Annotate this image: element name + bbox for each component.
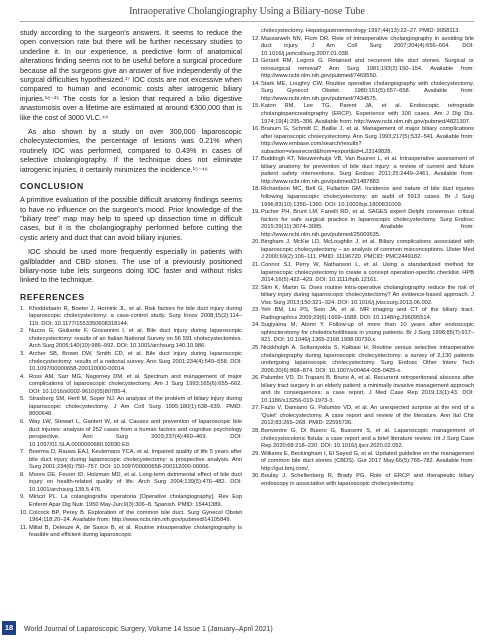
page-footer bbox=[0, 620, 494, 640]
reference-item: 24.Sugiyama M, Atomi Y. Follow-up of more than 10 years after endoscopic sphincterotomy for choledocholithiasis in young patients. Br J Surg 1998;85(7):917–921. DOI: 10.1046/j.1365-2168.1998.00730.x. bbox=[252, 322, 474, 344]
reference-item: 14.Stark ME, Loughry CW. Routine operative cholangiography with cholecystectomy. Surg Gynecol Obstet. 1980;151(5):657–658. Available from: http://www.ncbi.nlm.nih.gov/pubmed/7434575. bbox=[252, 80, 474, 102]
conclusion-paragraph: IOC should be used more frequently especially in patients with gallbladder and CBD stones. The use of a previously positioned biliary-nose tube lets surgeons doing IOC faster and without risks linked to the technique. bbox=[20, 247, 242, 285]
header-rule bbox=[20, 21, 474, 22]
conclusion-paragraph: A primitive evaluation of the possible difficult anatomy findings seems to have no influence on the surgeon's mood. Prior knowledge of the "biliary tree" map may help to speed up dissection time in difficult cases, but it is the cholangiography performed before cutting the cystic artery and duct that can avoid biliary injuries. bbox=[20, 195, 242, 242]
reference-item: 22.Slim K, Martin G. Does routine intra-operative cholangiography reduce the risk of biliary injury during laparoscopic cholecystectomy? An evidence-based approach. J Visc Surg 2013;150:321–324. DOI: 10.1016/j.jviscsurg.2013.06.002. bbox=[252, 284, 474, 306]
reference-item: 12.Massarweh NN, Flum DR. Role of intraoperative cholangiography in avoiding bile duct injury. J Am Coll Surg 2007;204(4):656–664. DOI: 10.1016/j.jamcollsurg.2007.01.038. bbox=[252, 35, 474, 57]
reference-item: 10.Colcock BP, Perey B. Exploration of the common bile duct. Surg Gynecol Obstet 1964;118:20–24. Available from: http://www.ncbi.nlm.nih.gov/pubmed/14105849. bbox=[20, 509, 242, 524]
reference-item: 27.Fazio V, Damiano G, Palumbo VD, et al. An unexpected surprise at the end of a 'Quiet' cholecystectomy. A case report and review of the literature. Ann Ital Chir 2012;83:265–268. PMID: 22595736. bbox=[252, 405, 474, 427]
references-heading: REFERENCES bbox=[20, 291, 85, 302]
reference-item: 23.Yeh BM, Liu PS, Soto JA, et al. MR imaging and CT of the biliary tract. Radiographics 2009;29(6):1669–1688. DOI: 10.1148/rg.296095514. bbox=[252, 307, 474, 321]
reference-item: 20.Bingham J, McKie LD, McLoughlin J, et al. Biliary complications associated with laparoscopic cholecystectomy – an analysis of common misconceptions. Ulster Med J 2000;69(2):106–111. PMID: 11196720. PMCID: PMC2449182. bbox=[252, 239, 474, 261]
reference-list bbox=[20, 306, 242, 540]
reference-item: 25.Nickkholgh A, Soltaniyekta S, Kalbasi H. Routine versus selective intraoperative cholangiography during laparoscopic cholecystectomy: a survey of 2,130 patients undergoing laparoscopic cholecystectomy. Surg Endosc Other Interv Tech 2006;20(6):868–874. DOI: 10.1007/s00464-005-0425-x. bbox=[252, 344, 474, 374]
reference-item: 21.Connor SJ, Perry W, Nathanson L, et al. Using a standardized method for laparoscopic cholecystectomy to create a concept operation-specific checklist. HPB 2014;16(5):422–429. DOI: 10.1111/hpb.12161. bbox=[252, 261, 474, 284]
body-paragraph: study according to the surgeon's answers. It seems to reduce the open conversion rate but there will be further necessary studies to underline it. In our experience, a predictive form of anatomical alterations finding seems not to be useful before a surgical procedure because all the surgeons give an answer of five independently of the surgical difficulties hypothesized.¹⁷ IOC costs are not excessive when compared to human and economic costs after iatrogenic biliary injuries.¹⁸⁻³⁵ The costs for a lesion that required a bilio digestive anastomosis over a lifetime are estimated at around €300,000 that is like the cost of 3000 VLC.⁴⁴ bbox=[20, 28, 242, 122]
reference-list bbox=[252, 28, 474, 488]
reference-item: 30.Boulay J, Schellenberg R, Brady PG. Role of ERCP and therapeutic biliary endoscopy in association with laparoscopic cholecystectomy. bbox=[252, 473, 474, 487]
reference-item: 19.Pucher PH, Brunt LM, Fanelli RD, et al. SAGES expert Delphi consensus: critical factors for safe surgical practice in laparoscopic cholecystectomy. Surg Endosc 2015;29(11):3074–3085. Available from: http://www.ncbi.nlm.nih.gov/pubmed/25669635. bbox=[252, 209, 474, 238]
reference-item: 6. Way LW, Stewart L, Gantert W, et al. Causes and prevention of laparoscopic bile duct injuries: analysis of 252 cases from a human factors and cognitive psychology perspective. Ann Surg 2003;237(4):460–469. DOI: 10.1097/01.SLA.0000060680.92690.E9. bbox=[20, 418, 242, 448]
page-number: 18 bbox=[2, 621, 16, 635]
journal-citation: World Journal of Laparoscopic Surgery, Volume 14 Issue 1 (January–April 2021) bbox=[24, 626, 273, 633]
running-head: Intraoperative Cholangiography Using a Biliary-nose Tube bbox=[129, 6, 365, 17]
reference-item: 18.Richardson MC, Bell G, Fullarton GM. Incidence and nature of bile duct injuries following laparoscopic cholecystectomy: an audit of 5913 cases. Br J Surg 1996;83(10):1356–1360. DOI: 10.1002/bjs.1800831009. bbox=[252, 186, 474, 208]
reference-item: 28.Bonventre G, Di Buono G, Buscemi S, et al. Laparoscopic management of cholecystocolonic fistula: a case report and a brief literature review. Int J Surg Case Rep 2020;68:218–220. DOI: 10.1016/j.ijscr.2020.02.052. bbox=[252, 427, 474, 450]
reference-item: 29.Williams E, Beckingham I, El Sayed G, et al. Updated guideline on the management of common bile duct stones (CBDS). Gut 2017 May;66(5):765–782. Available from: http://gut.bmj.com/. bbox=[252, 450, 474, 472]
reference-item: 26.Palumbo VD, Di Trapani B, Bruno A, et al. Recurrent retroperitoneal abscess after biliary tract surgery in an elderly patient: a minimally invasive management approach and its consequences: a case report. J Med Case Rep 2019;13(1):43. DOI: 10.1186/s13256-019-1973-3. bbox=[252, 375, 474, 404]
reference-item: 8. Moore DE, Feurer ID, Holzman MD, et al. Long-term detrimental effect of bile duct injury on health-related quality of life. Arch Surg 2004;139(5):476–482. DOI: 10.1001/archsurg.139.5.476. bbox=[20, 471, 242, 493]
reference-item: 11. Millat B, Deleuze A, de Saxce B, et al. Routine intraoperative cholangiography is feasible and efficient during laparoscopic bbox=[20, 524, 242, 539]
reference-item: 2. Nuzzo G, Giuliante F, Giovannini I, et al. Bile duct injury during laparoscopic cholecystectomy: results of an Italian National Survey on 56 591 cholecystectomies. Arch Surg 2005;140(10):986–992. DOI: 10.1001/archsurg.140.10.986. bbox=[20, 328, 242, 350]
reference-item: 16.Branum G, Schmitt C, Baillie J, et al. Management of major biliary complications after laparoscopic cholecystectomy. Ann Surg 1993;217(5):532–541. Available from: http://www.embase.com/search/results?subaction=viewrecord&from=export&id=L23149828. bbox=[252, 126, 474, 155]
reference-item: 1. Khoddebarin R, Boeter J, Hornink JL, et al. Risk factors for bile duct injury during laparoscopic cholecystectomy: a case-control study. Surg Innov 2008;15(2):114–119. DOI: 10.1177/1553350608318144. bbox=[20, 305, 242, 327]
reference-item: 15.Katon RM, Lee TG, Parent JA, et al. Endoscopic retrograde cholangiopancreatography (ERCP). Experience with 100 cases. Am J Dig Dis. 1974;19(4):295–306. Available from: http://www.ncbi.nlm.nih.gov/pubmed/4821307. bbox=[252, 103, 474, 125]
reference-item: 3. Archer SB, Brown DW, Smith CD, et al. Bile duct injury during laparoscopic cholecystectomy: results of a national survey. Ann Surg 2001;234(4):549–558. DOI: 10.1097/00000658-200110000-00014. bbox=[20, 351, 242, 373]
reference-item: 9. Mirizzi PL. La colangiografía operatoria [Operative cholangiography]. Rev Esp Enferm Apar Dig Nutr. 1950 May-Jun;9(3):306–8. Spanish. PMID: 15441389. bbox=[20, 494, 242, 508]
conclusion-heading: CONCLUSION bbox=[20, 181, 84, 192]
reference-item: 7. Boerma D, Rauws EAJ, Keulemans YCA, et al. Impaired quality of life 5 years after bile duct injury during laparoscopic cholecystectomy: a prospective analysis. Ann Surg 2001;234(6):750–757. DOI: 10.1097/00000658-200112000-00006. bbox=[20, 449, 242, 471]
right-column bbox=[252, 28, 474, 488]
reference-item: 13.Gerard RM, Legros G. Retained and recurrent bile duct stones. Surgical or nonsurgical removal? Ann Surg 1981;193(2):150–154. Available from: http://www.ncbi.nlm.nih.gov/pubmed/7469550. bbox=[252, 58, 474, 80]
reference-item: 5. Strasberg SM, Hertl M, Soper NJ. An analysis of the problem of biliary injury during laparoscopic cholecystectomy. J Am Coll Surg 1995;180(1):638–639. PMID: 8000648. bbox=[20, 396, 242, 418]
reference-item: 4. Ross AM, Sarr MG, Nagorney DM, et al. Spectrum and management of major complications of laparoscopic cholecystectomy. Am J Surg 1993;165(6):655–662. DOI: 10.1016/s0002-9610(05)80785-4. bbox=[20, 373, 242, 395]
body-paragraph: As also shown by a study on over 300,000 laparoscopic cholecystectomies, the percentage of lesions was 0.21% when routinely IOC was performed, compared to 0.43% in cases of selective cholangiography. If the technique does not eliminate iatrogenic injuries, it certainly minimizes the incidence.¹⁵⁻⁴⁶ bbox=[20, 127, 242, 174]
reference-item: cholecystectomy. Hepatogastroenterology 1997;44(13):22–27. PMID: 9058113. bbox=[261, 28, 460, 34]
left-column bbox=[20, 28, 242, 540]
reference-item: 17.Buddingh KT, Nieuwenhuijs VB, Van Buuren L, et al. Intraoperative assessment of biliary anatomy for prevention of bile duct injury: a review of current and future patient safety interventions. Surg Endosc 2011;25:2449–2461. Available from: http://www.ncbi.nlm.nih.gov/pubmed/21487883. bbox=[252, 156, 474, 185]
